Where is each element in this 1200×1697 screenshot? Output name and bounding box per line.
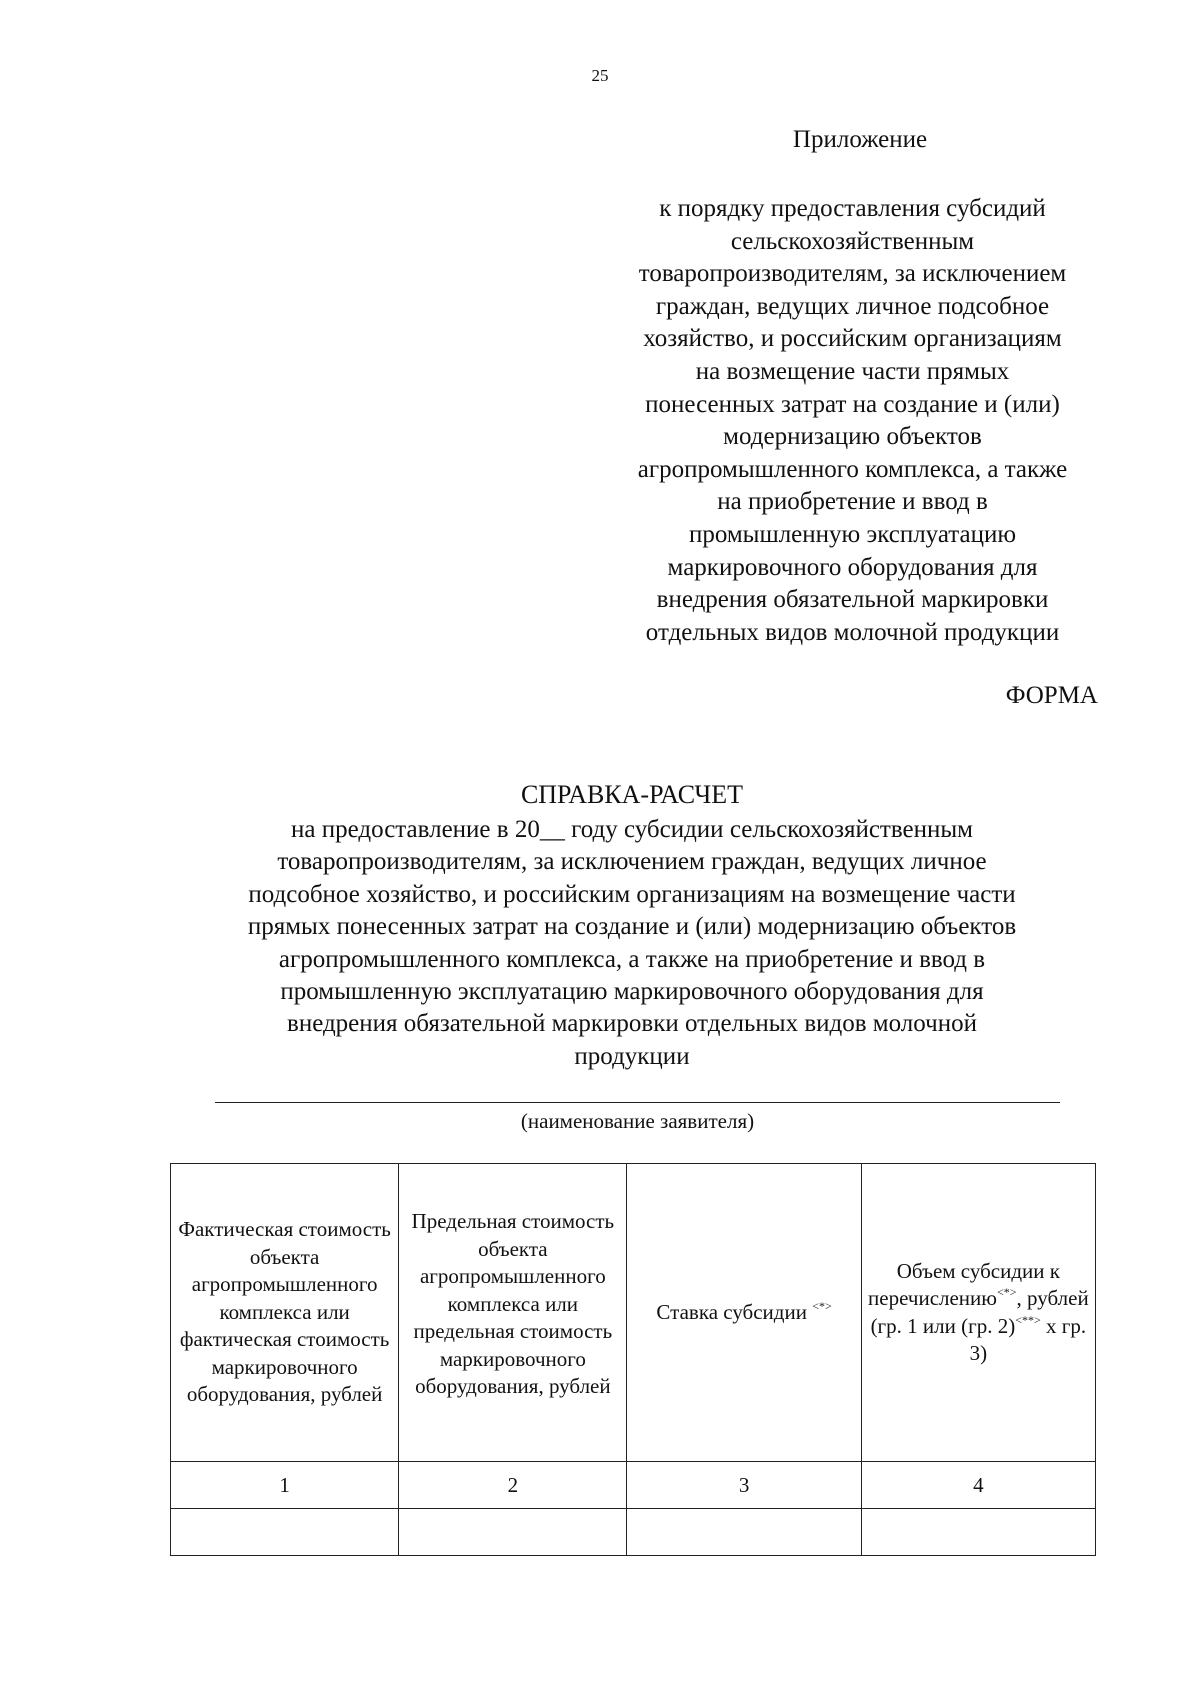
calculation-table <box>170 1163 1096 1556</box>
appendix-line: на возмещение части прямых <box>695 357 1010 385</box>
column-number-row <box>171 1462 1096 1509</box>
appendix-line: понесенных затрат на создание и (или) <box>645 390 1060 418</box>
footnote-marker: <*> <box>996 1285 1017 1299</box>
header-subsidy-rate <box>627 1164 861 1462</box>
appendix-line: хозяйство, и российским организациям <box>643 325 1062 353</box>
appendix-description <box>595 193 1110 649</box>
appendix-title: Приложение <box>792 126 928 153</box>
subtitle-line: промышленную эксплуатацию маркировочного оборудования для <box>280 978 984 1006</box>
appendix-line: маркировочного оборудования для <box>667 553 1038 581</box>
column-number: 4 <box>861 1462 1095 1509</box>
column-number: 2 <box>399 1462 627 1509</box>
header-subsidy-amount <box>861 1164 1095 1462</box>
subtitle-line: прямых понесенных затрат на создание и (или) модернизацию объектов <box>247 913 1017 941</box>
appendix-line: агропромышленного комплекса, а также <box>637 455 1068 483</box>
appendix-line: товаропроизводителям, за исключением <box>638 260 1067 288</box>
document-subtitle <box>150 814 1114 1073</box>
appendix-line: сельскохозяйственным <box>730 227 975 255</box>
header-subsidy-amount-text: х гр. 3) <box>969 1313 1087 1365</box>
header-subsidy-rate-text: Ставка субсидии <box>656 1299 813 1324</box>
appendix-line: внедрения обязательной маркировки <box>656 586 1049 614</box>
header-limit-cost-text: Предельная стоимость объекта агропромышленного комплекса или предельная стоимость маркировочного оборудования, рублей <box>411 1209 615 1399</box>
appendix-line: отдельных видов молочной продукции <box>645 618 1060 646</box>
subtitle-line: товаропроизводителям, за исключением граждан, ведущих личное <box>277 848 987 876</box>
document-title: СПРАВКА-РАСЧЕТ <box>520 780 744 809</box>
appendix-line: на приобретение и ввод в <box>717 488 988 516</box>
subtitle-line: продукции <box>574 1042 690 1070</box>
table-cell[interactable] <box>399 1509 627 1556</box>
table-cell[interactable] <box>627 1509 861 1556</box>
column-number: 3 <box>627 1462 861 1509</box>
table-cell[interactable] <box>861 1509 1095 1556</box>
table-cell[interactable] <box>171 1509 399 1556</box>
page-number: 25 <box>591 66 609 85</box>
subtitle-line: подсобное хозяйство, и российским организациям на возмещение части <box>248 880 1016 908</box>
appendix-line: граждан, ведущих личное подсобное <box>655 292 1050 320</box>
header-subsidy-amount-text: , рублей (гр. 1 или (гр. 2) <box>870 1286 1089 1338</box>
footnote-marker: <**> <box>1015 1312 1041 1327</box>
header-subsidy-amount-text: Объем субсидии к перечислению <box>868 1258 1060 1310</box>
table-header-row <box>171 1164 1096 1462</box>
applicant-caption: (наименование заявителя) <box>520 1109 755 1133</box>
subtitle-line: внедрения обязательной маркировки отдельных видов молочной <box>287 1010 977 1038</box>
appendix-line: промышленную эксплуатацию <box>688 520 1017 548</box>
header-actual-cost-text: Фактическая стоимость объекта агропромышленного комплекса или фактическая стоимость маркировочного оборудования, рублей <box>178 1217 391 1407</box>
column-number: 1 <box>171 1462 399 1509</box>
form-label: ФОРМА <box>1005 682 1098 709</box>
footnote-marker: <*> <box>812 1298 832 1313</box>
header-actual-cost <box>171 1164 399 1462</box>
subtitle-line: агропромышленного комплекса, а также на приобретение и ввод в <box>278 945 986 973</box>
table-row <box>171 1509 1096 1556</box>
appendix-line: к порядку предоставления субсидий <box>659 195 1046 222</box>
applicant-name-line <box>215 1102 1060 1103</box>
header-limit-cost <box>399 1164 627 1462</box>
appendix-line: модернизацию объектов <box>723 423 982 451</box>
subtitle-line: на предоставление в 20__ году субсидии сельскохозяйственным <box>290 816 973 843</box>
